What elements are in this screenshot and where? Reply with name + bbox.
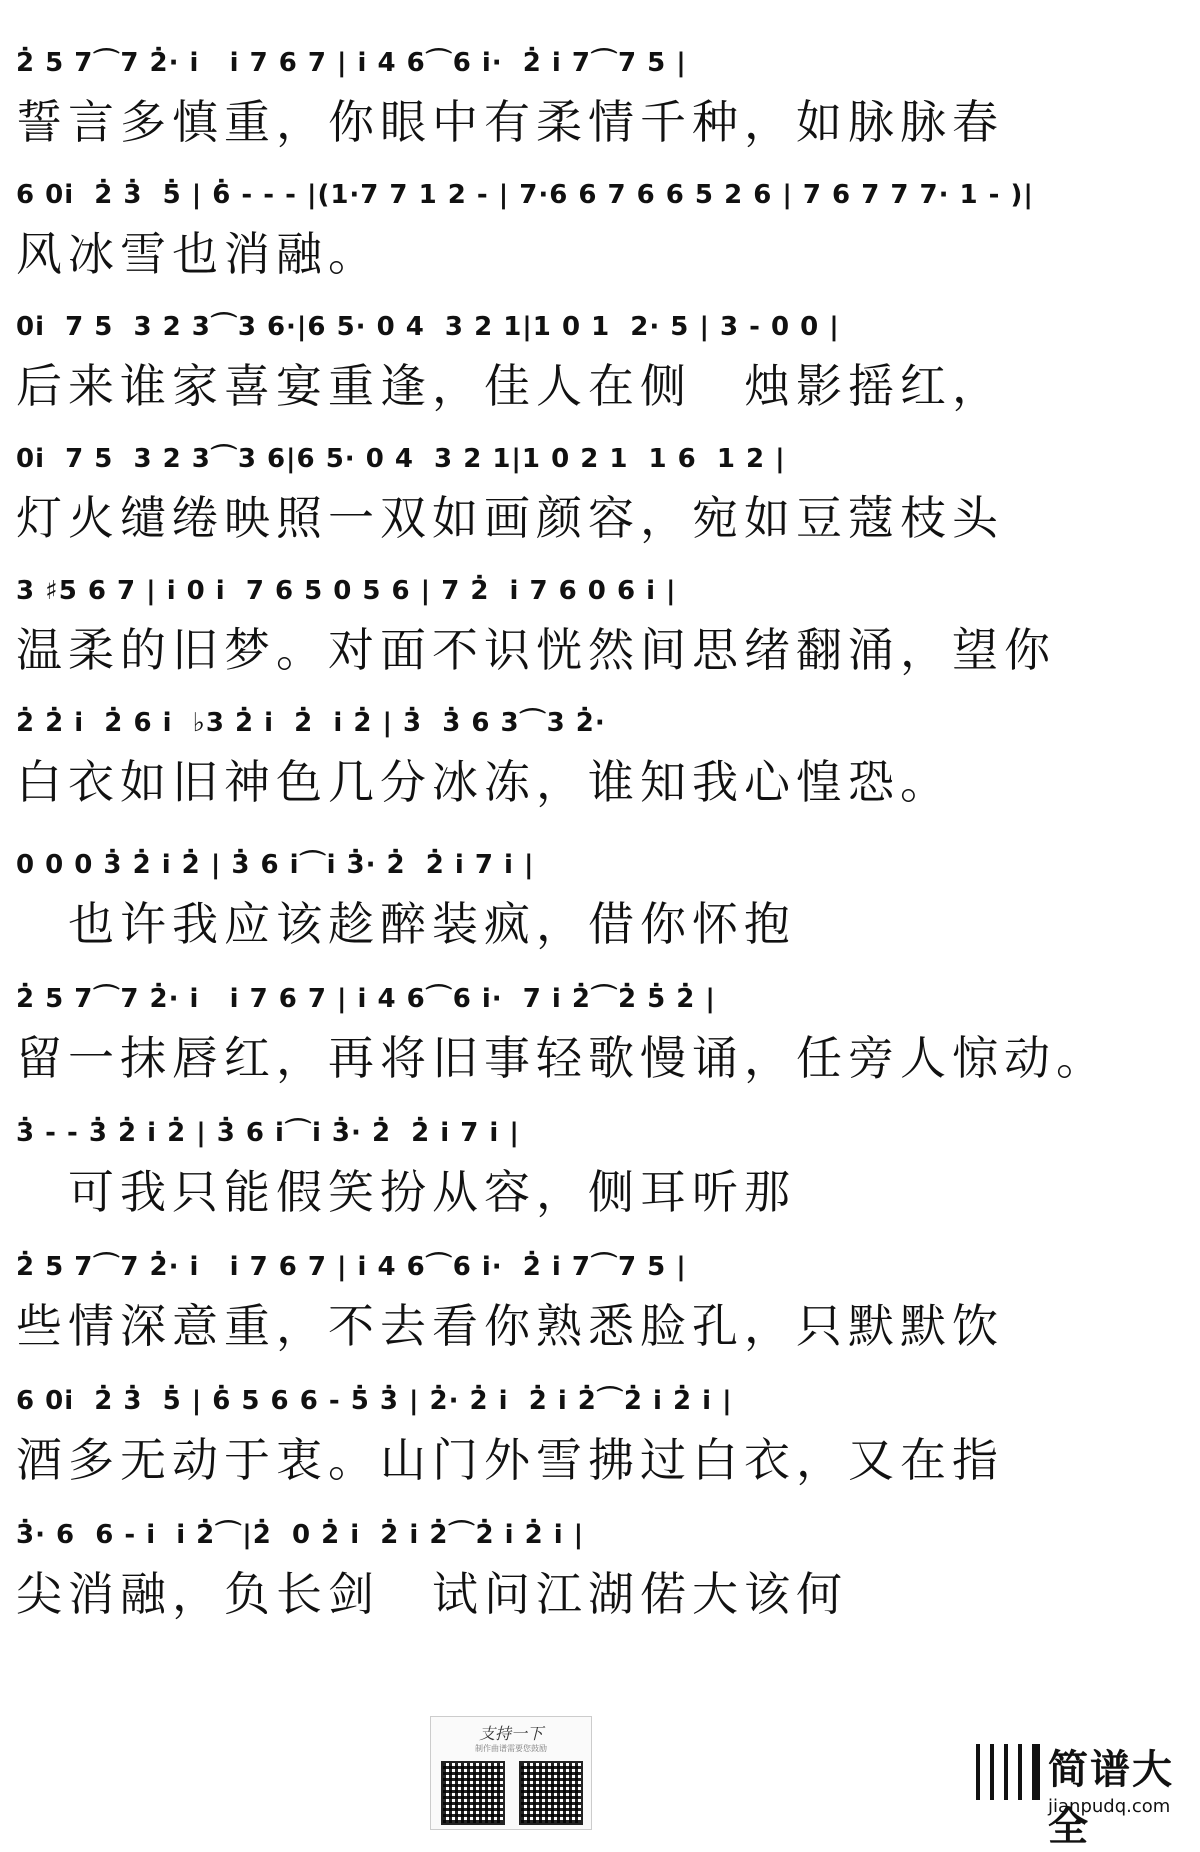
lyric-line: 些情深意重，不去看你熟悉脸孔，只默默饮 (16, 1299, 1004, 1353)
notation-line: 2̇ 5 7⌒7 2̇· i i 7 6 7 | i 4 6⌒6 i· 2̇ i 7⌒7 5 | (16, 48, 687, 78)
lyric-line: 酒多无动于衷。山门外雪拂过白衣，又在指 (16, 1433, 1004, 1487)
brand-logo (976, 1738, 1196, 1850)
brand-name: 简谱大全 (1048, 1747, 1174, 1850)
lyric-line: 尖消融，负长剑 试问江湖偌大该何 (16, 1567, 848, 1621)
notation-line: 2̇ 2̇ i 2̇ 6 i ♭3 2̇ i 2̇ i 2̇ | 3̇ 3̇ 6 3⌒3 2̇· (16, 708, 616, 738)
lyric-line: 灯火缱绻映照一双如画颜容，宛如豆蔻枝头 (16, 491, 1004, 545)
support-qr-card (430, 1716, 592, 1830)
notation-line: 2̇ 5 7⌒7 2̇· i i 7 6 7 | i 4 6⌒6 i· 7 i 2̇⌒2̇ 5̇ 2̇ | (16, 984, 716, 1014)
lyric-line: 留一抹唇红，再将旧事轻歌慢诵，任旁人惊动。 (16, 1031, 1108, 1085)
notation-line: 0 0 0 3̇ 2̇ i 2̇ | 3̇ 6 i⌒i 3̇· 2̇ 2̇ i 7 i | (16, 850, 535, 880)
lyric-line: 可我只能假笑扮从容，侧耳听那 (16, 1165, 796, 1219)
support-subtitle: 制作曲谱需要您鼓励 (475, 1744, 547, 1753)
notation-line: 3̇· 6 6 - i i 2̇⌒|2̇ 0 2̇ i 2̇ i 2̇⌒2̇ i 2̇ i | (16, 1520, 585, 1550)
lyric-line: 温柔的旧梦。对面不识恍然间思绪翻涌，望你 (16, 623, 1056, 677)
notation-line: 3 ♯5 6 7 | i 0 i 7 6 5 0 5 6 | 7 2̇ i 7 6 0 6 i | (16, 576, 677, 606)
support-title: 支持一下 (478, 1724, 543, 1743)
lyric-line: 誓言多慎重，你眼中有柔情千种，如脉脉春 (16, 95, 1004, 149)
piano-keys-icon (976, 1744, 1040, 1800)
notation-line: 6 0i 2̇ 3̇ 5̇ | 6̇ 5 6 6 - 5̇ 3̇ | 2̇· 2̇ i 2̇ i 2̇⌒2̇ i 2̇ i | (16, 1386, 733, 1416)
brand-site: jianpudq.com (1048, 1796, 1171, 1817)
qr-code-icon (441, 1761, 505, 1825)
notation-line: 0i 7 5 3 2 3⌒3 6·|6 5· 0 4 3 2 1|1 0 1 2· 5 | 3 - 0 0 | (16, 312, 840, 342)
lyric-line: 也许我应该趁醉装疯，借你怀抱 (16, 897, 796, 951)
notation-line: 3̇ - - 3̇ 2̇ i 2̇ | 3̇ 6 i⌒i 3̇· 2̇ 2̇ i 7 i | (16, 1118, 520, 1148)
notation-line: 6 0i 2̇ 3̇ 5̇ | 6̇ - - - |(1·7 7 1 2 - | 7·6 6 7 6 6 5 2 6 | 7 6 7 7 7· 1 - )| (16, 180, 1034, 210)
notation-line: 2̇ 5 7⌒7 2̇· i i 7 6 7 | i 4 6⌒6 i· 2̇ i 7⌒7 5 | (16, 1252, 687, 1282)
lyric-line: 后来谁家喜宴重逢，佳人在侧 烛影摇红， (16, 359, 1004, 413)
lyric-line: 白衣如旧神色几分冰冻，谁知我心惶恐。 (16, 755, 952, 809)
notation-line: 0i 7 5 3 2 3⌒3 6|6 5· 0 4 3 2 1|1 0 2 1 1 6 1 2 | (16, 444, 786, 474)
lyric-line: 风冰雪也消融。 (16, 227, 380, 281)
qr-code-icon (519, 1761, 583, 1825)
